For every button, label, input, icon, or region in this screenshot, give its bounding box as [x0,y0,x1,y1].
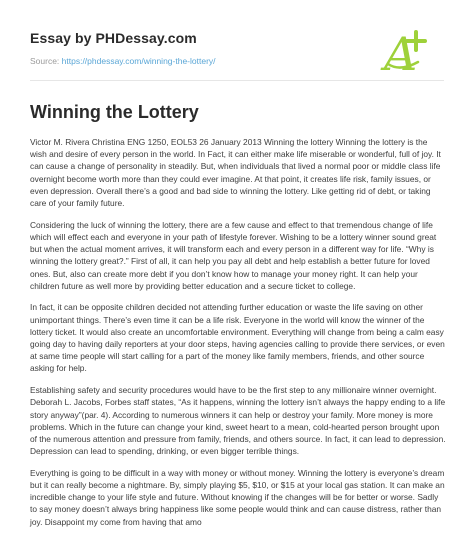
essay-title: Winning the Lottery [30,102,199,122]
essay-body [30,136,446,537]
source-line [30,56,216,66]
essay-paragraph: Considering the luck of winning the lottery, there are a few cause and effect to that tremendous change of life which will effect each and everyone in your path of lifestyle forever. Wishing to be a lottery winner sound great but when the actual moment arrives, it will transform each and every person in a different way for life. “Why is winning the lottery great?.” First of all, it can help you pay all debt and help establish a better future for loved ones. But, also can create more debt if you don’t know how to manage your money right. It can help your children future as well more by providing better education and a secure ticket to college. [30,219,437,291]
essay-paragraph: Establishing safety and security procedures would have to be the first step to any millionaire winner overnight. Deborah L. Jacobs, Forbes staff states, “As it happens, winning the lottery isn’t always the happy ending to a life story anyway”(par. 4). According to numerous winners it can help or destroy your family. More money is more problems. Which in the future can change your kind, sweet heart to a mean, cold-hearted person brought upon of the numerous attention and pressure from family, friends, and others source. In fact, it can lead to depression. Depression can lead to spending, drinking, or even bigger terrible things. [30,385,446,457]
site-brand[interactable]: Essay by PHDessay.com [30,30,197,46]
essay-paragraph: Everything is going to be difficult in a way with money or without money. Winning the lottery is everyone’s dream but it can really become a nightmare. By, simply playing $5, $10, or $15 at your local gas station. It can make an incredible change to your life style and future. Without knowing if the changes will be for better or worse. Sadly to say money doesn’t always bring happiness like some people would think and can cause distress, rather than joy. Disappoint my come from having that amo [30,467,445,527]
source-label: Source: [30,56,62,66]
a-plus-logo-icon [378,20,438,80]
svg-text:A: A [384,27,418,80]
header-divider [30,80,444,81]
source-link[interactable]: https://phdessay.com/winning-the-lottery/ [61,56,216,66]
essay-paragraph: In fact, it can be opposite children decided not attending further education or waste the life saving on other unimportant things. There’s even time it can be a life risk. Everyone in the world will know the winner of the lottery ticket. It would also create an uncomfortable environment. Everything will change from being a calm easy going day to having daily reporters at your door steps, having agencies calling to provide there services, or even at same time people will start calling for a part of the money like family members, friends, and other source asking for help. [30,302,445,374]
essay-paragraph: Victor M. Rivera Christina ENG 1250, EOL53 26 January 2013 Winning the lottery Winning the lottery is the wish and desire of every person in the world. In Fact, it can either make life miserable or wonderful, full of joy. It can cause a change of personality in steadily. But, when individuals that lived a normal poor or middle class life overnight become worth more than they could ever imagine. At that point, it creates life risk, family issues, or even depression. Overall there’s a good and bad side to winning the lottery. Like getting rid of debt, or taking care of your family future. [30,137,441,209]
